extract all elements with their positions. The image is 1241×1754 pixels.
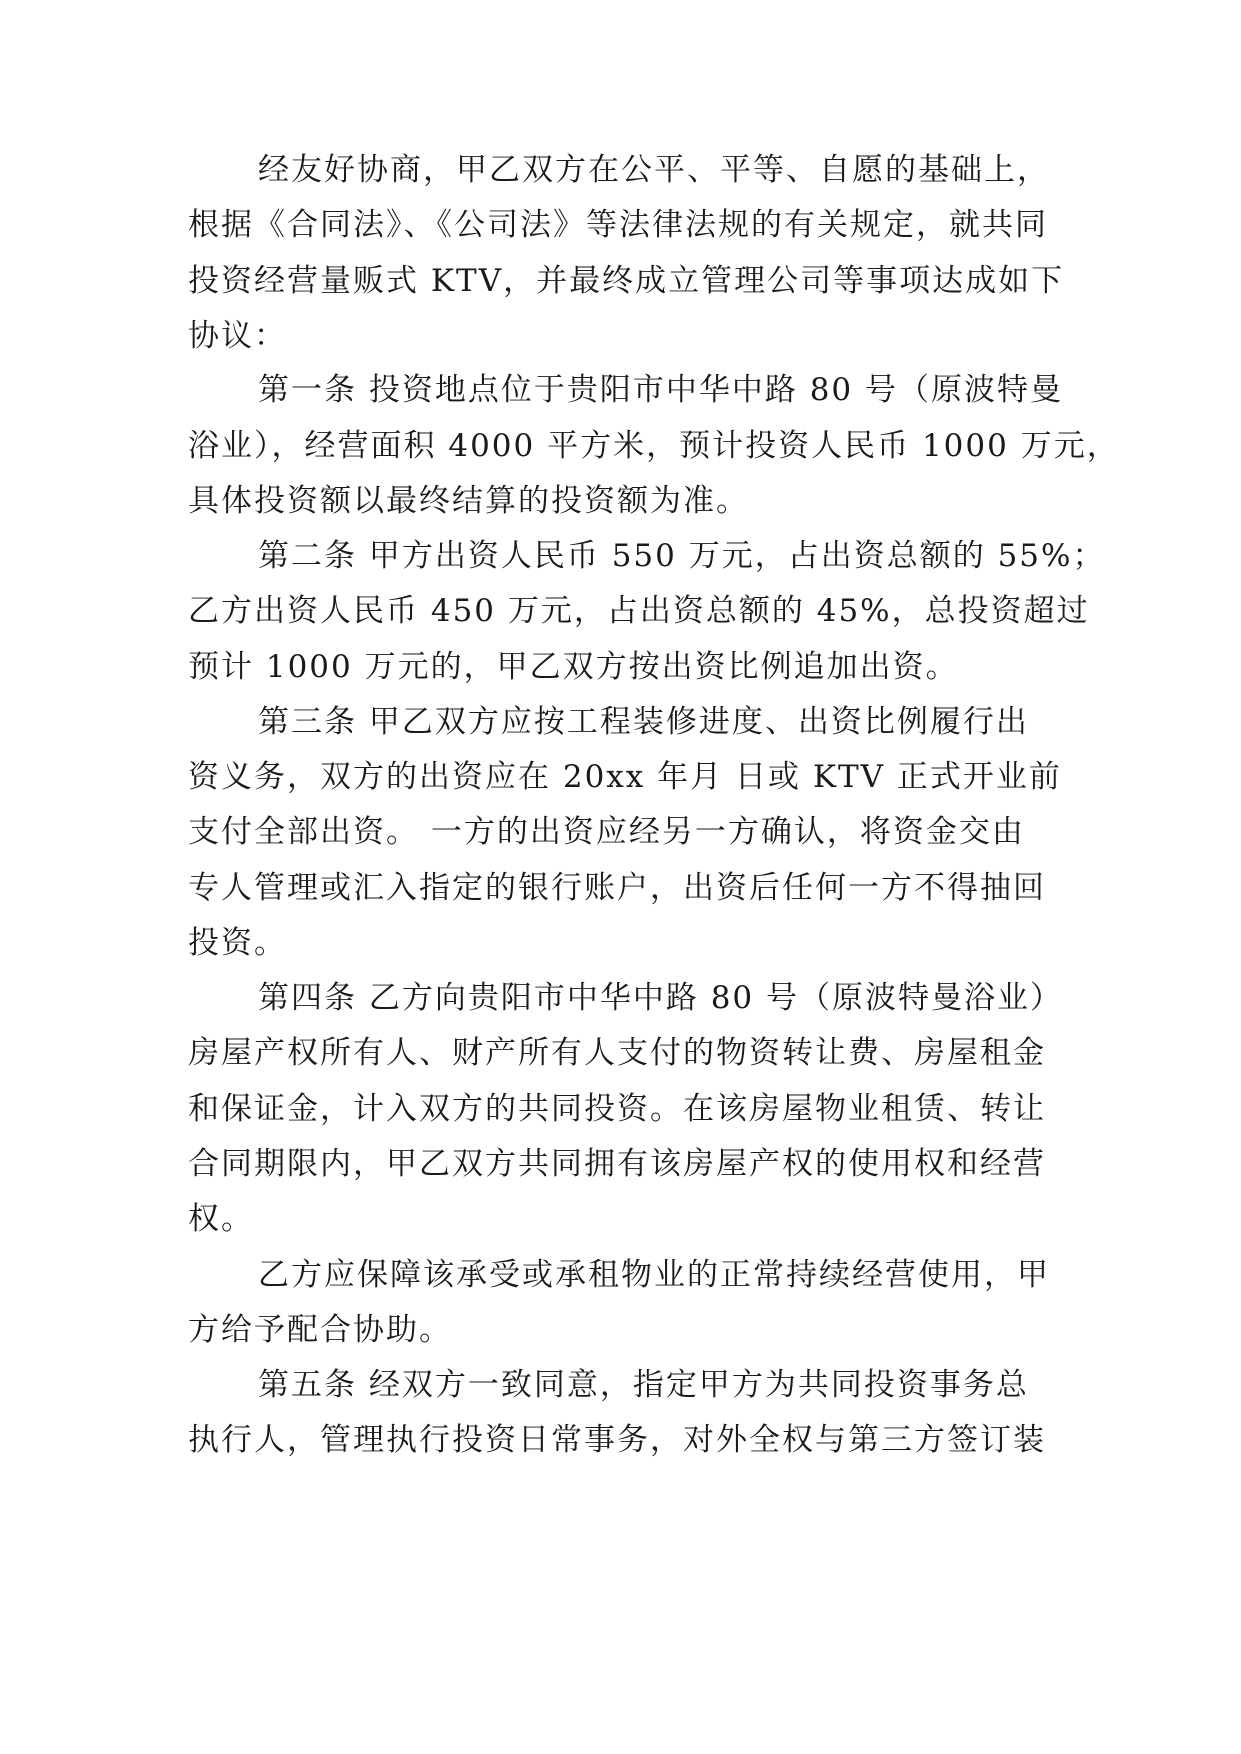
text-line: 和保证金，计入双方的共同投资。在该房屋物业租赁、转让 bbox=[188, 1091, 1046, 1127]
text-line: 方给予配合协助。 bbox=[188, 1312, 452, 1348]
text-line: 具体投资额以最终结算的投资额为准。 bbox=[188, 483, 749, 519]
text-line: 第五条 经双方一致同意，指定甲方为共同投资事务总 bbox=[258, 1367, 1029, 1403]
text-line: 乙方出资人民币 450 万元，占出资总额的 45%，总投资超过 bbox=[188, 593, 1090, 629]
text-line: 专人管理或汇入指定的银行账户，出资后任何一方不得抽回 bbox=[188, 870, 1046, 906]
text-line: 经友好协商，甲乙双方在公平、平等、自愿的基础上， bbox=[258, 152, 1050, 188]
text-line: 第二条 甲方出资人民币 550 万元，占出资总额的 55%； bbox=[258, 538, 1106, 574]
text-line: 协议： bbox=[188, 318, 287, 354]
text-line: 合同期限内，甲乙双方共同拥有该房屋产权的使用权和经营 bbox=[188, 1146, 1046, 1182]
text-line: 浴业），经营面积 4000 平方米，预计投资人民币 1000 万元， bbox=[188, 428, 1120, 464]
text-line: 预计 1000 万元的，甲乙双方按出资比例追加出资。 bbox=[188, 649, 959, 685]
text-line: 房屋产权所有人、财产所有人支付的物资转让费、房屋租金 bbox=[188, 1035, 1046, 1071]
text-line: 权。 bbox=[188, 1201, 254, 1237]
text-line: 乙方应保障该承受或承租物业的正常持续经营使用，甲 bbox=[258, 1257, 1050, 1293]
text-line: 支付全部出资。 一方的出资应经另一方确认，将资金交由 bbox=[188, 814, 1025, 850]
text-line: 投资经营量贩式 KTV，并最终成立管理公司等事项达成如下 bbox=[188, 263, 1065, 299]
text-line: 资义务，双方的出资应在 20xx 年月 日或 KTV 正式开业前 bbox=[188, 759, 1062, 795]
text-line: 执行人，管理执行投资日常事务，对外全权与第三方签订装 bbox=[188, 1422, 1046, 1458]
text-line: 第一条 投资地点位于贵阳市中华中路 80 号（原波特曼 bbox=[258, 372, 1064, 408]
text-line: 根据《合同法》、《公司法》等法律法规的有关规定，就共同 bbox=[188, 207, 1048, 243]
text-line: 第三条 甲乙双方应按工程装修进度、出资比例履行出 bbox=[258, 704, 1029, 740]
text-line: 投资。 bbox=[188, 925, 287, 961]
text-line: 第四条 乙方向贵阳市中华中路 80 号（原波特曼浴业） bbox=[258, 980, 1064, 1016]
